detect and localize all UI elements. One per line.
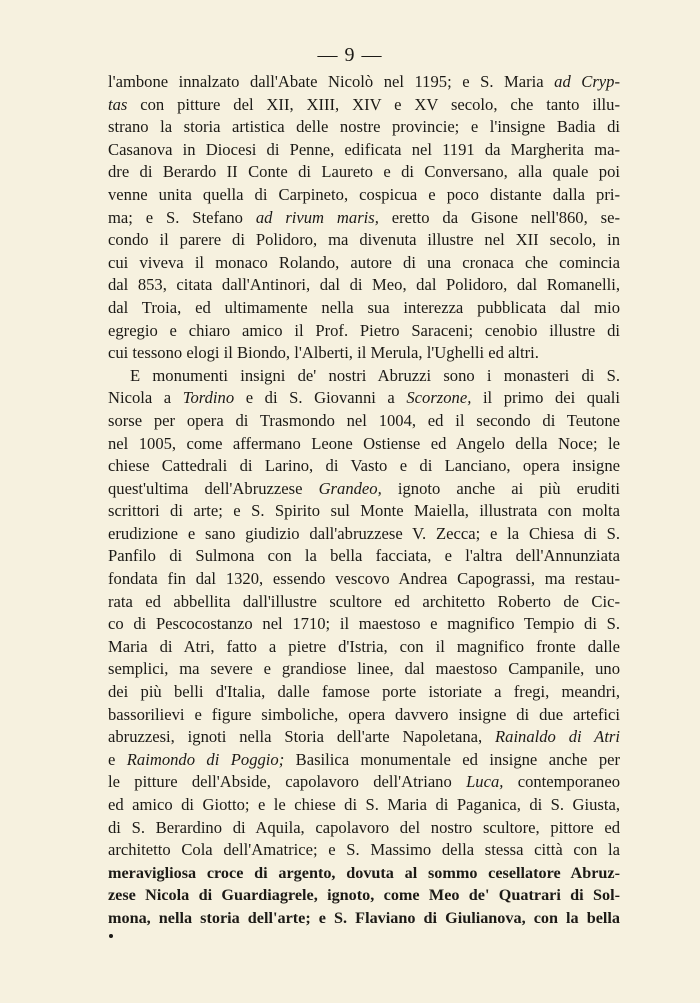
text-line xyxy=(108,252,620,275)
text-line xyxy=(108,342,620,365)
text-segment: sorse per opera di Trasmondo nel 1004, ed il secondo di Teutone xyxy=(108,410,620,430)
text-line xyxy=(108,726,620,749)
text-segment: strano la storia artistica delle nostre provincie; e l'insigne Badia di xyxy=(108,117,620,137)
page-number: — 9 — xyxy=(317,44,383,66)
text-segment: le pitture dell'Abside, capolavoro dell'Atriano xyxy=(108,772,467,792)
text-segment: zese Nicola di Guardiagrele, ignoto, come Meo de' Quatrari di Sol- xyxy=(108,886,620,905)
text-segment: mona, nella storia dell'arte; e S. Flaviano di Giulianova, con la bella xyxy=(108,908,620,927)
text-segment: e xyxy=(108,749,127,769)
text-line xyxy=(108,613,620,636)
text-line xyxy=(108,320,620,343)
text-segment: dre di Berardo II Conte di Laureto e di Conversano, alla quale poi xyxy=(108,162,620,182)
text-line xyxy=(108,545,620,568)
text-segment: ma; e S. Stefano xyxy=(108,207,256,227)
text-segment: meravigliosa croce di argento, dovuta al sommo cesellatore Abruz- xyxy=(108,863,620,882)
text-segment: cui viveva il monaco Rolando, autore di una cronaca che comincia xyxy=(108,252,620,272)
text-segment: contemporaneo xyxy=(503,772,621,792)
text-line xyxy=(108,681,620,704)
text-segment: Basilica monumentale ed insigne anche per xyxy=(284,749,621,769)
text-line xyxy=(108,523,620,546)
text-segment: dal Troia, ed ultimamente nella sua interezza pubblicata dal mio xyxy=(108,297,620,317)
text-segment: bassorilievi e figure simboliche, opera davvero insigne di due artefici xyxy=(108,704,620,724)
text-segment: Panfilo di Sulmona con la bella facciata, e l'altra dell'Annunziata xyxy=(108,546,620,566)
text-line xyxy=(108,387,620,410)
text-line xyxy=(108,184,620,207)
text-segment: rata ed abbellita dall'illustre scultore ed architetto Roberto de Cic- xyxy=(108,591,620,611)
text-line xyxy=(108,478,620,501)
text-segment: co di Pescocostanzo nel 1710; il maestoso e magnifico Tempio di S. xyxy=(108,614,620,634)
text-line xyxy=(108,116,620,139)
text-line xyxy=(108,884,620,907)
text-segment: di S. Berardino di Aquila, capolavoro del nostro scultore, pittore ed xyxy=(108,817,620,837)
text-segment: dal 853, citata dall'Antinori, dal di Meo, dal Polidoro, dal Romanelli, xyxy=(108,275,620,295)
text-segment: eretto da Gisone nell'860, se- xyxy=(378,207,620,227)
italic-text: Raimondo di Poggio; xyxy=(126,749,285,769)
text-segment: dei più belli d'Italia, dalle famose porte istoriate a fregi, meandri, xyxy=(108,682,620,702)
text-line xyxy=(108,704,620,727)
text-segment: nel 1005, come affermano Leone Ostiense ed Angelo della Noce; le xyxy=(108,433,620,453)
italic-text: ad Cryp- xyxy=(554,72,620,91)
text-line xyxy=(108,658,620,681)
text-segment: cui tessono elogi il Biondo, l'Alberti, il Merula, l'Ughelli ed altri. xyxy=(108,343,539,363)
text-line xyxy=(108,839,620,862)
text-segment: chiese Cattedrali di Larino, di Vasto e di Lanciano, opera insigne xyxy=(108,456,620,476)
text-segment: il primo dei quali xyxy=(471,388,620,408)
text-segment: erudizione e sano giudizio dall'abruzzese V. Zecca; e la Chiesa di S. xyxy=(108,523,620,543)
text-line xyxy=(108,455,620,478)
text-segment: condo il parere di Polidoro, ma divenuta illustre nel XII secolo, in xyxy=(108,230,620,250)
text-line xyxy=(108,229,620,252)
text-line xyxy=(108,636,620,659)
text-segment: e di S. Giovanni a xyxy=(234,388,407,408)
text-segment: scrittori di arte; e S. Spirito sul Monte Maiella, illustrata con molta xyxy=(108,501,620,521)
text-line xyxy=(108,749,620,772)
text-segment: quest'ultima dell'Abruzzese xyxy=(108,478,319,498)
text-line xyxy=(108,297,620,320)
italic-text: Luca, xyxy=(466,772,504,792)
ink-spot xyxy=(109,934,113,938)
text-line xyxy=(108,500,620,523)
text-segment: Maria di Atri, fatto a pietre d'Istria, con il magnifico fronte dalle xyxy=(108,636,620,656)
italic-text: tas xyxy=(108,94,128,114)
text-line xyxy=(108,568,620,591)
italic-text: Tordino xyxy=(182,388,235,408)
text-line xyxy=(108,433,620,456)
text-segment: l'ambone innalzato dall'Abate Nicolò nel 1195; e S. Maria xyxy=(108,72,555,91)
text-line xyxy=(108,771,620,794)
text-segment: fondata fin dal 1320, essendo vescovo Andrea Capograssi, ma restau- xyxy=(108,569,620,589)
text-line xyxy=(108,139,620,162)
text-line xyxy=(108,71,620,94)
italic-text: ad rivum maris, xyxy=(255,207,379,227)
text-segment: con pitture del XII, XIII, XIV e XV secolo, che tanto illu- xyxy=(127,94,620,114)
text-line xyxy=(108,410,620,433)
italic-text: Scorzone, xyxy=(406,388,472,408)
text-segment: semplici, ma severe e grandiose linee, dal maestoso Campanile, uno xyxy=(108,659,620,679)
text-segment: Casanova in Diocesi di Penne, edificata nel 1191 da Margherita ma- xyxy=(108,139,620,159)
text-line xyxy=(108,907,620,930)
italic-text: Grandeo, xyxy=(318,478,382,498)
text-segment: abruzzesi, ignoti nella Storia dell'arte Napoletana, xyxy=(108,727,496,747)
text-line xyxy=(108,591,620,614)
text-line xyxy=(108,794,620,817)
text-segment: architetto Cola dell'Amatrice; e S. Massimo della stessa città con la xyxy=(108,840,620,860)
text-segment: venne unita quella di Carpineto, cospicua e poco distante dalla pri- xyxy=(108,184,620,204)
text-segment: ignoto anche ai più eruditi xyxy=(381,478,620,498)
text-segment: Nicola a xyxy=(108,388,183,408)
text-line xyxy=(108,207,620,230)
text-line xyxy=(108,274,620,297)
text-segment: ed amico di Giotto; e le chiese di S. Maria di Paganica, di S. Giusta, xyxy=(108,795,620,814)
italic-text: Rainaldo di Atri xyxy=(495,727,620,747)
text-line xyxy=(108,94,620,117)
text-line xyxy=(108,862,620,885)
text-line xyxy=(108,365,620,388)
text-line xyxy=(108,817,620,840)
body-text xyxy=(108,71,620,930)
text-segment: egregio e chiaro amico il Prof. Pietro Saraceni; cenobio illustre di xyxy=(108,320,620,340)
text-segment: E monumenti insigni de' nostri Abruzzi sono i monasteri di S. xyxy=(130,365,620,385)
text-line xyxy=(108,161,620,184)
